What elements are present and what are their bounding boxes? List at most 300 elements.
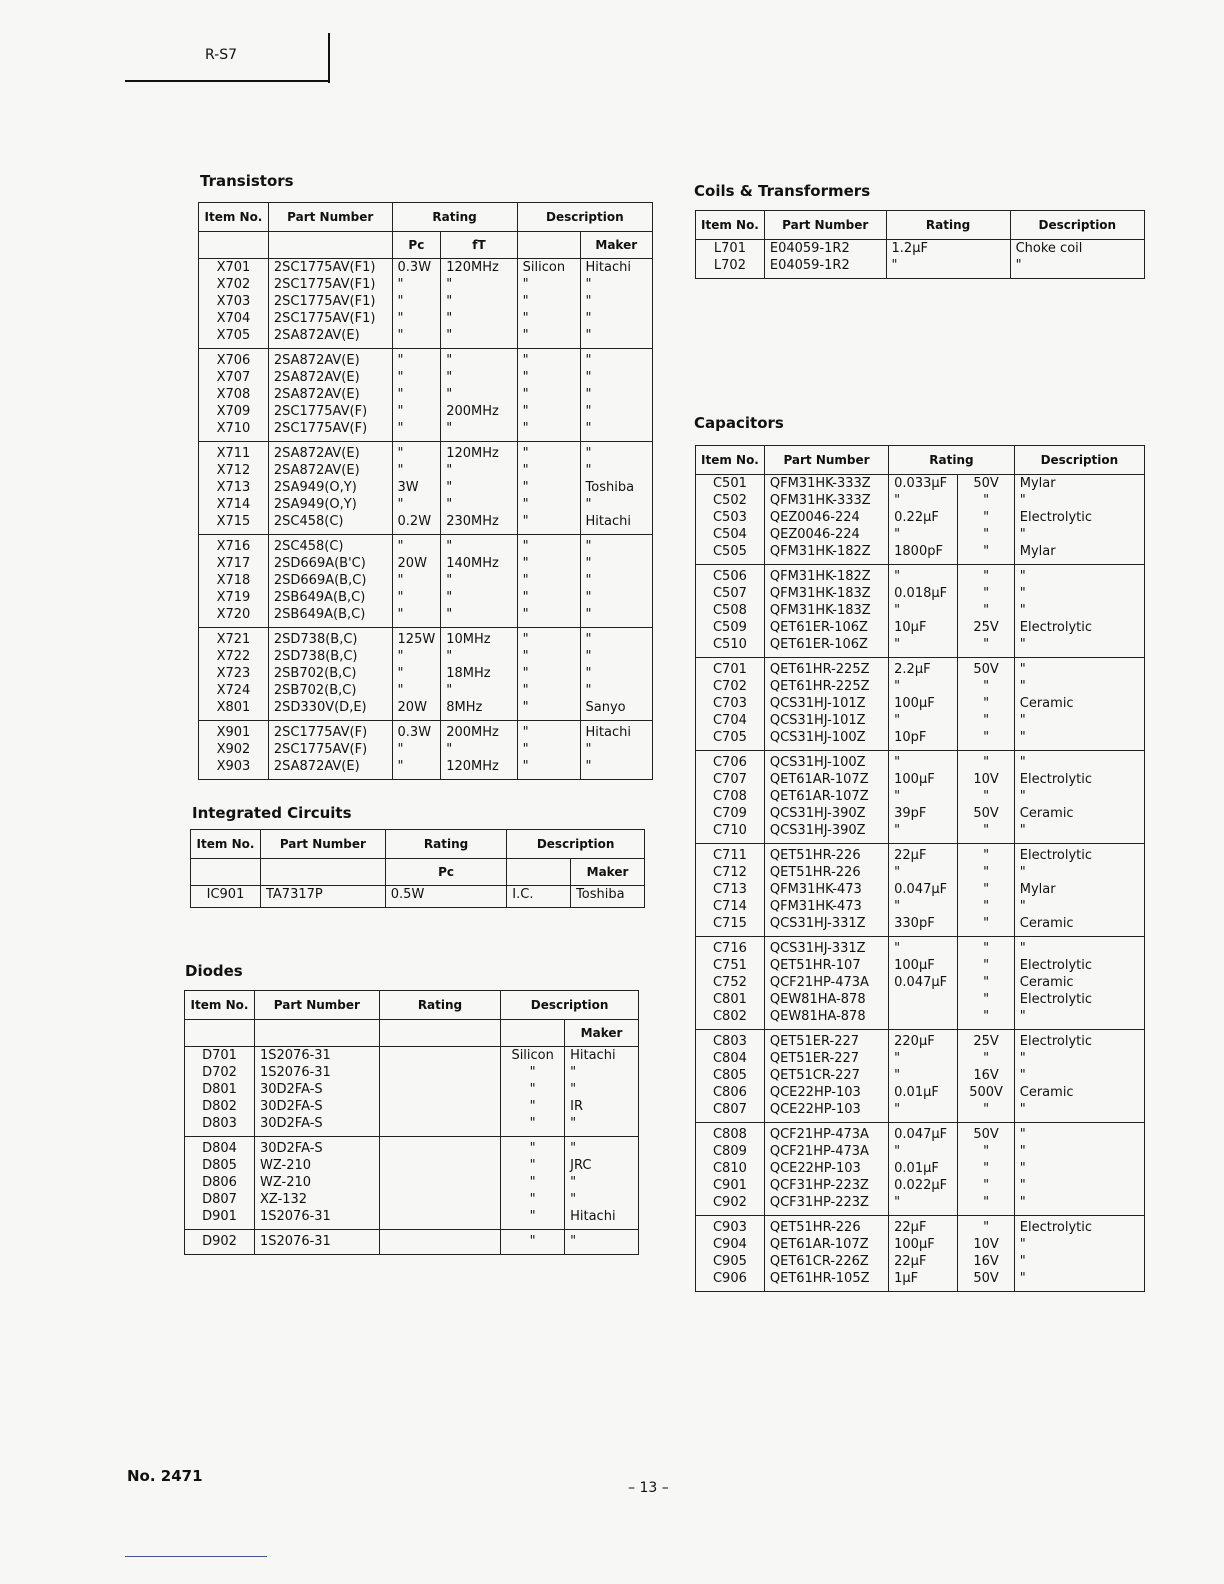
table-cell: 25V bbox=[958, 1030, 1014, 1051]
table-cell: " bbox=[441, 310, 517, 327]
table-cell: Electrolytic bbox=[1014, 844, 1144, 865]
table-row bbox=[696, 771, 1145, 788]
table-cell: " bbox=[958, 585, 1014, 602]
table-cell: " bbox=[958, 957, 1014, 974]
table-row bbox=[696, 1101, 1145, 1123]
table-cell: D901 bbox=[185, 1208, 255, 1230]
table-cell: " bbox=[580, 442, 652, 463]
table-cell: Hitachi bbox=[565, 1047, 639, 1065]
diodes-table bbox=[184, 990, 639, 1255]
table-cell: C706 bbox=[696, 751, 765, 772]
table-cell bbox=[379, 1174, 500, 1191]
table-cell: C510 bbox=[696, 636, 765, 658]
header-divider-vertical bbox=[328, 33, 330, 83]
table-cell: " bbox=[517, 758, 580, 780]
col-rating: Rating bbox=[886, 211, 1010, 240]
coils-title: Coils & Transformers bbox=[694, 182, 871, 200]
table-cell: " bbox=[580, 606, 652, 628]
table-cell: 0.2W bbox=[392, 513, 441, 535]
table-row bbox=[199, 628, 653, 649]
table-cell: 2SC458(C) bbox=[268, 513, 392, 535]
table-cell: C710 bbox=[696, 822, 765, 844]
table-row bbox=[199, 572, 653, 589]
table-cell: " bbox=[889, 636, 958, 658]
table-cell: " bbox=[958, 636, 1014, 658]
table-cell: QET51ER-227 bbox=[764, 1050, 888, 1067]
table-row bbox=[199, 721, 653, 742]
table-cell: QCF21HP-473A bbox=[764, 1143, 888, 1160]
table-cell: " bbox=[1014, 1270, 1144, 1292]
table-cell: 0.01µF bbox=[889, 1084, 958, 1101]
table-cell: " bbox=[517, 589, 580, 606]
table-cell: " bbox=[517, 310, 580, 327]
table-cell: " bbox=[958, 864, 1014, 881]
table-row bbox=[696, 240, 1145, 258]
table-cell: C704 bbox=[696, 712, 765, 729]
table-cell: " bbox=[392, 758, 441, 780]
table-cell: 39pF bbox=[889, 805, 958, 822]
table-cell: " bbox=[580, 648, 652, 665]
table-row bbox=[199, 555, 653, 572]
table-cell: IR bbox=[565, 1098, 639, 1115]
ics-table bbox=[190, 829, 645, 908]
table-cell: " bbox=[517, 462, 580, 479]
table-cell: C702 bbox=[696, 678, 765, 695]
table-cell: C802 bbox=[696, 1008, 765, 1030]
table-cell: C501 bbox=[696, 475, 765, 493]
table-cell: C503 bbox=[696, 509, 765, 526]
table-cell: " bbox=[565, 1174, 639, 1191]
table-cell: " bbox=[392, 462, 441, 479]
table-cell: " bbox=[1014, 602, 1144, 619]
transistors-title: Transistors bbox=[200, 172, 294, 190]
table-cell: WZ-210 bbox=[254, 1157, 379, 1174]
table-cell: 0.022µF bbox=[889, 1177, 958, 1194]
table-row bbox=[696, 1030, 1145, 1051]
table-cell: 2SA872AV(E) bbox=[268, 369, 392, 386]
table-row bbox=[696, 957, 1145, 974]
document-number: No. 2471 bbox=[127, 1467, 203, 1485]
table-cell: C713 bbox=[696, 881, 765, 898]
table-cell: " bbox=[958, 898, 1014, 915]
table-cell: " bbox=[441, 369, 517, 386]
table-cell: 2SA872AV(E) bbox=[268, 442, 392, 463]
table-cell: " bbox=[889, 565, 958, 586]
table-cell: 140MHz bbox=[441, 555, 517, 572]
table-cell: 10V bbox=[958, 771, 1014, 788]
table-row bbox=[696, 864, 1145, 881]
table-cell: " bbox=[958, 822, 1014, 844]
table-row bbox=[696, 881, 1145, 898]
table-cell: " bbox=[580, 572, 652, 589]
table-cell: 125W bbox=[392, 628, 441, 649]
table-cell: " bbox=[580, 589, 652, 606]
table-cell: C705 bbox=[696, 729, 765, 751]
table-cell: " bbox=[1014, 1236, 1144, 1253]
table-cell: C806 bbox=[696, 1084, 765, 1101]
table-cell: 1800pF bbox=[889, 543, 958, 565]
bottom-link-underline bbox=[125, 1556, 267, 1557]
table-cell: " bbox=[392, 741, 441, 758]
table-cell: " bbox=[1014, 751, 1144, 772]
table-row bbox=[696, 602, 1145, 619]
table-row bbox=[199, 386, 653, 403]
table-cell: QCS31HJ-100Z bbox=[764, 729, 888, 751]
table-cell: Electrolytic bbox=[1014, 771, 1144, 788]
table-cell: " bbox=[889, 937, 958, 958]
table-cell: " bbox=[392, 293, 441, 310]
table-row bbox=[696, 1216, 1145, 1237]
table-cell: " bbox=[501, 1191, 565, 1208]
table-cell: QCS31HJ-101Z bbox=[764, 712, 888, 729]
table-cell: 0.01µF bbox=[889, 1160, 958, 1177]
table-cell: " bbox=[517, 699, 580, 721]
table-cell: " bbox=[889, 864, 958, 881]
coils-table bbox=[695, 210, 1145, 279]
table-cell: C903 bbox=[696, 1216, 765, 1237]
table-cell: QCS31HJ-390Z bbox=[764, 822, 888, 844]
table-cell bbox=[379, 1191, 500, 1208]
table-cell: " bbox=[580, 276, 652, 293]
table-cell: " bbox=[889, 602, 958, 619]
col-part: Part Number bbox=[268, 203, 392, 232]
table-cell: X709 bbox=[199, 403, 269, 420]
table-row bbox=[696, 937, 1145, 958]
table-cell: " bbox=[392, 682, 441, 699]
table-cell: 0.047µF bbox=[889, 1123, 958, 1144]
table-cell: " bbox=[517, 349, 580, 370]
col-item: Item No. bbox=[696, 211, 765, 240]
table-cell: " bbox=[501, 1064, 565, 1081]
table-cell: " bbox=[517, 665, 580, 682]
model-label: R-S7 bbox=[205, 47, 238, 63]
table-row bbox=[696, 915, 1145, 937]
table-cell: C509 bbox=[696, 619, 765, 636]
table-cell: " bbox=[958, 712, 1014, 729]
table-row bbox=[696, 788, 1145, 805]
table-cell: 30D2FA-S bbox=[254, 1137, 379, 1158]
table-row bbox=[696, 475, 1145, 493]
table-cell: C714 bbox=[696, 898, 765, 915]
table-cell: C902 bbox=[696, 1194, 765, 1216]
table-cell: " bbox=[392, 589, 441, 606]
table-row bbox=[199, 462, 653, 479]
table-cell: 2SA949(O,Y) bbox=[268, 479, 392, 496]
table-cell: 2SB702(B,C) bbox=[268, 682, 392, 699]
table-cell: " bbox=[580, 369, 652, 386]
table-row bbox=[185, 1047, 639, 1065]
table-cell: " bbox=[517, 479, 580, 496]
table-row bbox=[199, 699, 653, 721]
table-cell: 120MHz bbox=[441, 259, 517, 277]
table-cell: D701 bbox=[185, 1047, 255, 1065]
col-description: Description bbox=[507, 830, 645, 859]
table-cell: " bbox=[1014, 864, 1144, 881]
table-row bbox=[696, 509, 1145, 526]
table-cell: 50V bbox=[958, 475, 1014, 493]
table-cell: " bbox=[889, 712, 958, 729]
table-row bbox=[199, 369, 653, 386]
table-cell: " bbox=[441, 741, 517, 758]
table-cell: " bbox=[958, 844, 1014, 865]
table-row bbox=[199, 648, 653, 665]
table-cell: " bbox=[501, 1115, 565, 1137]
table-cell: 2SA872AV(E) bbox=[268, 758, 392, 780]
table-row bbox=[185, 1115, 639, 1137]
table-cell: D804 bbox=[185, 1137, 255, 1158]
table-row bbox=[185, 1174, 639, 1191]
table-cell: " bbox=[958, 565, 1014, 586]
table-cell: " bbox=[392, 535, 441, 556]
table-cell: " bbox=[392, 572, 441, 589]
table-row bbox=[199, 442, 653, 463]
table-cell: Electrolytic bbox=[1014, 1030, 1144, 1051]
table-cell: 16V bbox=[958, 1253, 1014, 1270]
table-cell: " bbox=[889, 751, 958, 772]
table-cell: 2SD669A(B'C) bbox=[268, 555, 392, 572]
table-cell: " bbox=[501, 1208, 565, 1230]
table-cell: 50V bbox=[958, 805, 1014, 822]
table-row bbox=[199, 535, 653, 556]
table-row bbox=[199, 606, 653, 628]
table-cell: E04059-1R2 bbox=[764, 257, 886, 279]
table-row bbox=[696, 974, 1145, 991]
table-cell: " bbox=[1014, 1160, 1144, 1177]
table-cell: " bbox=[441, 572, 517, 589]
table-cell: " bbox=[1014, 678, 1144, 695]
table-cell: X901 bbox=[199, 721, 269, 742]
table-cell: 1S2076-31 bbox=[254, 1064, 379, 1081]
table-cell: " bbox=[565, 1137, 639, 1158]
table-cell: C707 bbox=[696, 771, 765, 788]
table-row bbox=[199, 259, 653, 277]
table-cell: 1S2076-31 bbox=[254, 1047, 379, 1065]
table-cell: " bbox=[441, 535, 517, 556]
table-cell: 0.22µF bbox=[889, 509, 958, 526]
table-row bbox=[696, 678, 1145, 695]
transistors-table bbox=[198, 202, 653, 780]
table-cell: " bbox=[958, 1160, 1014, 1177]
table-cell: " bbox=[958, 1216, 1014, 1237]
table-cell: QET61AR-107Z bbox=[764, 1236, 888, 1253]
table-cell: C905 bbox=[696, 1253, 765, 1270]
table-cell: " bbox=[580, 665, 652, 682]
table-cell: D803 bbox=[185, 1115, 255, 1137]
col-description: Description bbox=[517, 203, 652, 232]
table-cell: Ceramic bbox=[1014, 695, 1144, 712]
table-cell: TA7317P bbox=[260, 886, 385, 908]
col-part: Part Number bbox=[254, 991, 379, 1020]
table-cell: X707 bbox=[199, 369, 269, 386]
table-cell: QCS31HJ-100Z bbox=[764, 751, 888, 772]
table-cell: " bbox=[392, 496, 441, 513]
table-cell: " bbox=[958, 974, 1014, 991]
table-cell: QCE22HP-103 bbox=[764, 1084, 888, 1101]
table-cell: " bbox=[1014, 1194, 1144, 1216]
table-cell: X723 bbox=[199, 665, 269, 682]
table-cell: 1S2076-31 bbox=[254, 1208, 379, 1230]
table-row bbox=[696, 257, 1145, 279]
col-pc: Pc bbox=[385, 859, 507, 886]
table-cell: " bbox=[958, 1194, 1014, 1216]
table-row bbox=[696, 822, 1145, 844]
table-cell: " bbox=[517, 513, 580, 535]
table-cell: " bbox=[889, 1101, 958, 1123]
table-cell: X703 bbox=[199, 293, 269, 310]
table-cell: 200MHz bbox=[441, 403, 517, 420]
table-row bbox=[696, 543, 1145, 565]
table-cell: " bbox=[441, 386, 517, 403]
table-cell: QET51HR-226 bbox=[764, 864, 888, 881]
table-cell: " bbox=[958, 509, 1014, 526]
table-cell: " bbox=[889, 526, 958, 543]
table-cell: 30D2FA-S bbox=[254, 1081, 379, 1098]
table-cell: " bbox=[441, 462, 517, 479]
table-cell: " bbox=[517, 276, 580, 293]
table-cell bbox=[889, 1008, 958, 1030]
table-cell: " bbox=[958, 788, 1014, 805]
table-cell: " bbox=[392, 420, 441, 442]
table-cell: E04059-1R2 bbox=[764, 240, 886, 258]
table-cell: QET61HR-225Z bbox=[764, 678, 888, 695]
table-cell: C804 bbox=[696, 1050, 765, 1067]
table-cell: " bbox=[392, 442, 441, 463]
table-cell: 2SB702(B,C) bbox=[268, 665, 392, 682]
table-row bbox=[696, 695, 1145, 712]
table-row bbox=[185, 1064, 639, 1081]
table-cell: C715 bbox=[696, 915, 765, 937]
table-row bbox=[696, 729, 1145, 751]
table-cell: X720 bbox=[199, 606, 269, 628]
table-cell: QET61AR-107Z bbox=[764, 788, 888, 805]
table-row bbox=[199, 665, 653, 682]
table-cell: " bbox=[501, 1081, 565, 1098]
col-part: Part Number bbox=[764, 446, 888, 475]
table-cell: X717 bbox=[199, 555, 269, 572]
table-cell: D807 bbox=[185, 1191, 255, 1208]
table-cell: IC901 bbox=[191, 886, 261, 908]
table-cell: " bbox=[392, 276, 441, 293]
table-cell: 22µF bbox=[889, 1253, 958, 1270]
table-cell: " bbox=[517, 327, 580, 349]
table-cell: " bbox=[501, 1137, 565, 1158]
table-cell: C803 bbox=[696, 1030, 765, 1051]
table-cell: " bbox=[889, 1067, 958, 1084]
table-cell: C505 bbox=[696, 543, 765, 565]
col-rating: Rating bbox=[392, 203, 517, 232]
table-row bbox=[696, 751, 1145, 772]
table-cell: " bbox=[889, 788, 958, 805]
table-cell: 0.047µF bbox=[889, 881, 958, 898]
table-row bbox=[696, 1084, 1145, 1101]
col-rating: Rating bbox=[889, 446, 1015, 475]
table-cell: " bbox=[517, 496, 580, 513]
table-cell: " bbox=[1014, 526, 1144, 543]
table-cell: 2SA949(O,Y) bbox=[268, 496, 392, 513]
table-cell: " bbox=[1014, 585, 1144, 602]
table-cell: " bbox=[565, 1081, 639, 1098]
table-cell: " bbox=[392, 310, 441, 327]
table-cell: Mylar bbox=[1014, 881, 1144, 898]
table-cell: " bbox=[958, 915, 1014, 937]
table-cell: Hitachi bbox=[565, 1208, 639, 1230]
table-row bbox=[696, 1067, 1145, 1084]
table-cell: QET51ER-227 bbox=[764, 1030, 888, 1051]
table-cell: 220µF bbox=[889, 1030, 958, 1051]
table-cell: " bbox=[392, 349, 441, 370]
table-cell: Mylar bbox=[1014, 475, 1144, 493]
table-cell: 2SC1775AV(F1) bbox=[268, 259, 392, 277]
table-cell: 30D2FA-S bbox=[254, 1115, 379, 1137]
table-row bbox=[696, 565, 1145, 586]
table-cell: " bbox=[501, 1157, 565, 1174]
table-cell: Mylar bbox=[1014, 543, 1144, 565]
table-cell: 2SA872AV(E) bbox=[268, 349, 392, 370]
table-cell: 330pF bbox=[889, 915, 958, 937]
table-cell: 20W bbox=[392, 699, 441, 721]
table-cell: " bbox=[517, 606, 580, 628]
table-cell: X718 bbox=[199, 572, 269, 589]
table-cell: 22µF bbox=[889, 844, 958, 865]
table-cell: " bbox=[1014, 1101, 1144, 1123]
col-maker: Maker bbox=[565, 1020, 639, 1047]
col-item: Item No. bbox=[696, 446, 765, 475]
table-cell: " bbox=[441, 293, 517, 310]
table-cell: " bbox=[580, 758, 652, 780]
table-row bbox=[199, 327, 653, 349]
table-cell: " bbox=[889, 822, 958, 844]
table-cell: 20W bbox=[392, 555, 441, 572]
table-cell: " bbox=[1014, 658, 1144, 679]
table-cell: C701 bbox=[696, 658, 765, 679]
table-cell bbox=[379, 1157, 500, 1174]
table-cell: D806 bbox=[185, 1174, 255, 1191]
table-row bbox=[696, 844, 1145, 865]
table-cell: C801 bbox=[696, 991, 765, 1008]
table-cell: 2SD330V(D,E) bbox=[268, 699, 392, 721]
table-cell: X903 bbox=[199, 758, 269, 780]
table-cell: " bbox=[441, 606, 517, 628]
table-cell: X722 bbox=[199, 648, 269, 665]
table-cell: " bbox=[1014, 1177, 1144, 1194]
table-cell: 1.2µF bbox=[886, 240, 1010, 258]
table-cell: " bbox=[889, 678, 958, 695]
table-cell: " bbox=[392, 327, 441, 349]
table-cell bbox=[379, 1115, 500, 1137]
table-cell: " bbox=[958, 729, 1014, 751]
table-cell: " bbox=[958, 751, 1014, 772]
table-row bbox=[696, 1194, 1145, 1216]
table-cell: X711 bbox=[199, 442, 269, 463]
table-cell bbox=[379, 1230, 500, 1255]
col-description: Description bbox=[1010, 211, 1144, 240]
table-cell: " bbox=[889, 1194, 958, 1216]
table-cell: X713 bbox=[199, 479, 269, 496]
table-cell: 10V bbox=[958, 1236, 1014, 1253]
table-cell: 2SD738(B,C) bbox=[268, 628, 392, 649]
table-row bbox=[199, 741, 653, 758]
table-cell: Electrolytic bbox=[1014, 1216, 1144, 1237]
page-number: – 13 – bbox=[628, 1480, 669, 1496]
table-cell: 2SC1775AV(F) bbox=[268, 741, 392, 758]
table-cell: WZ-210 bbox=[254, 1174, 379, 1191]
table-cell: Electrolytic bbox=[1014, 619, 1144, 636]
table-cell: QET51CR-227 bbox=[764, 1067, 888, 1084]
table-cell: QCF21HP-473A bbox=[764, 974, 888, 991]
table-cell: QFM31HK-182Z bbox=[764, 543, 888, 565]
table-cell: Ceramic bbox=[1014, 1084, 1144, 1101]
table-cell: 10µF bbox=[889, 619, 958, 636]
